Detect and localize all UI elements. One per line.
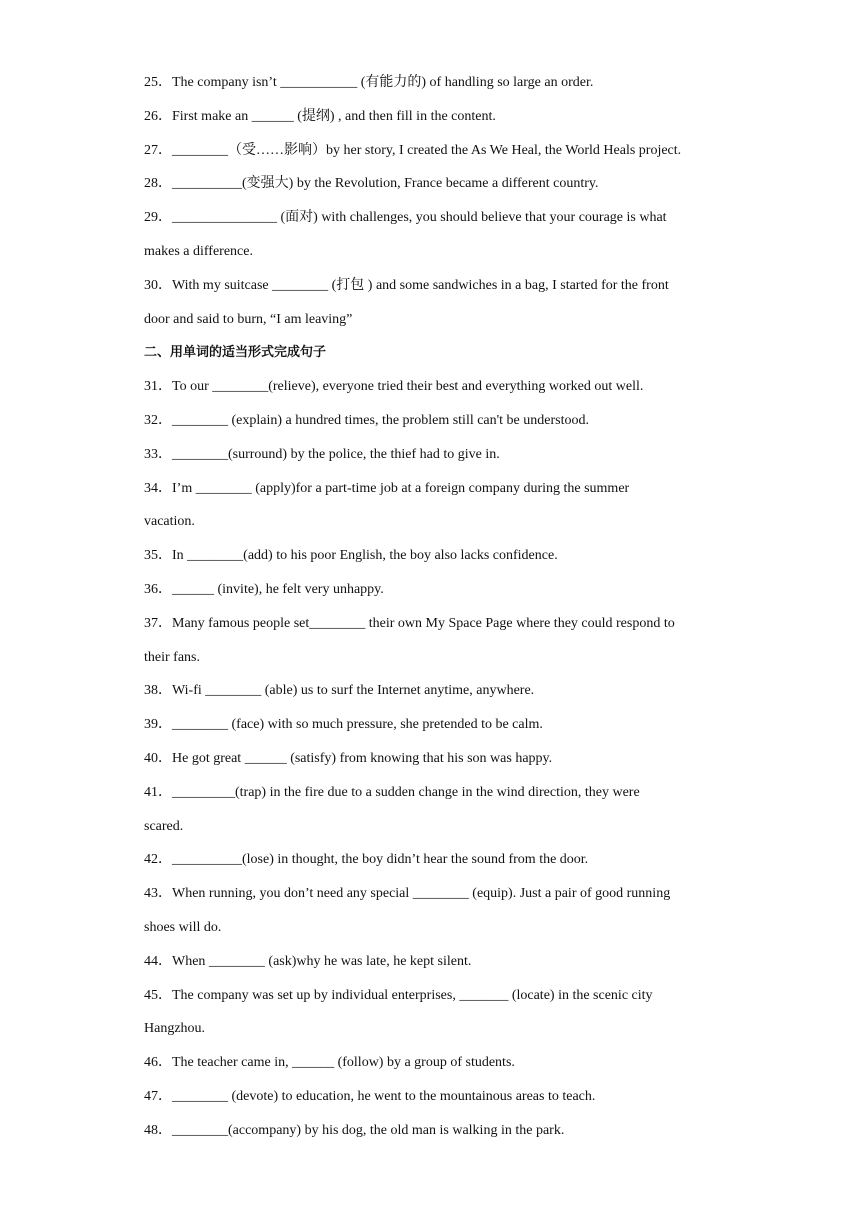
question-29-continued: makes a difference. — [144, 243, 253, 259]
question-39: 39．________ (face) with so much pressure, she pretended to be calm. — [144, 717, 543, 733]
question-43: 43．When running, you don’t need any special ________ (equip). Just a pair of good running — [144, 886, 671, 902]
question-32: 32．________ (explain) a hundred times, the problem still can't be understood. — [144, 412, 589, 428]
question-37-continued: their fans. — [144, 649, 200, 665]
question-43-continued: shoes will do. — [144, 919, 222, 935]
question-38: 38．Wi-fi ________ (able) us to surf the Internet anytime, anywhere. — [144, 683, 535, 699]
question-28: 28．__________(变强大) by the Revolution, France became a different country. — [144, 176, 599, 192]
question-34-continued: vacation. — [144, 514, 195, 530]
worksheet-page — [144, 66, 724, 1148]
question-36: 36．______ (invite), he felt very unhappy. — [144, 581, 384, 597]
question-48: 48．________(accompany) by his dog, the old man is walking in the park. — [144, 1122, 565, 1138]
question-44: 44．When ________ (ask)why he was late, he kept silent. — [144, 953, 472, 969]
section-heading: 二、用单词的适当形式完成句子 — [144, 345, 327, 361]
question-45-continued: Hangzhou. — [144, 1021, 206, 1037]
question-42: 42．__________(lose) in thought, the boy didn’t hear the sound from the door. — [144, 852, 589, 868]
question-40: 40．He got great ______ (satisfy) from knowing that his son was happy. — [144, 750, 553, 766]
question-29: 29．_______________ (面对) with challenges, you should believe that your courage is what — [144, 210, 667, 226]
question-47: 47．________ (devote) to education, he went to the mountainous areas to teach. — [144, 1088, 596, 1104]
question-27: 27．________（受……影响）by her story, I created the As We Heal, the World Heals project. — [144, 142, 682, 158]
question-35: 35．In ________(add) to his poor English, the boy also lacks confidence. — [144, 548, 558, 564]
question-30-continued: door and said to burn, “I am leaving” — [144, 311, 353, 327]
question-45: 45．The company was set up by individual enterprises, _______ (locate) in the scenic city — [144, 987, 653, 1003]
question-34: 34．I’m ________ (apply)for a part-time job at a foreign company during the summer — [144, 480, 630, 496]
question-37: 37．Many famous people set________ their own My Space Page where they could respond to — [144, 615, 675, 631]
question-31: 31．To our ________(relieve), everyone tried their best and everything worked out well. — [144, 379, 644, 395]
question-26: 26．First make an ______ (提纲) , and then fill in the content. — [144, 108, 496, 124]
question-25: 25．The company isn’t ___________ (有能力的) of handling so large an order. — [144, 75, 594, 90]
question-41: 41．_________(trap) in the fire due to a sudden change in the wind direction, they were — [144, 784, 640, 800]
question-33: 33．________(surround) by the police, the thief had to give in. — [144, 446, 500, 462]
question-46: 46．The teacher came in, ______ (follow) by a group of students. — [144, 1055, 515, 1071]
question-41-continued: scared. — [144, 818, 184, 834]
question-30: 30．With my suitcase ________ (打包 ) and some sandwiches in a bag, I started for the front — [144, 277, 669, 293]
